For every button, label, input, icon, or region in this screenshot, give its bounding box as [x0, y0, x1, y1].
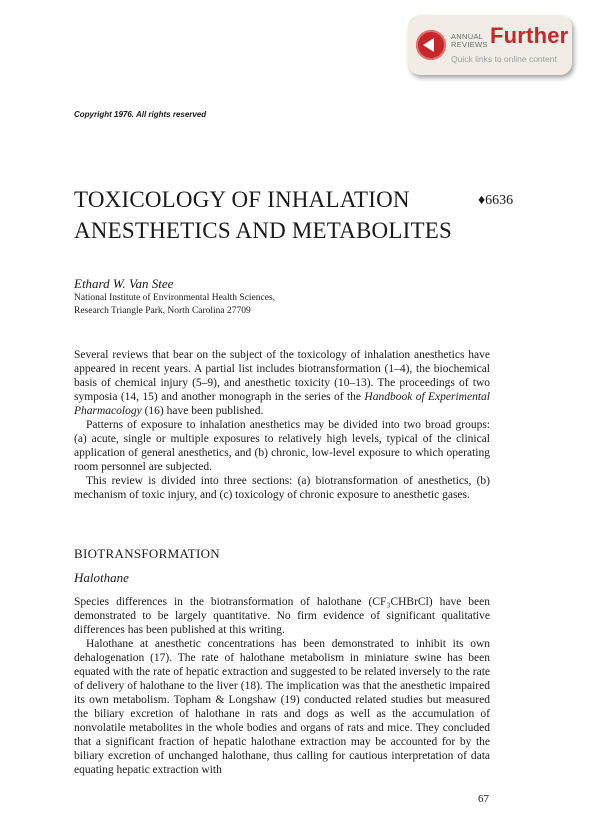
further-label: Further: [490, 23, 569, 48]
intro-paragraph-2: Patterns of exposure to inhalation anesthetics may be divided into two broad groups: (a) acute, single or multiple exposures to relatively high levels, typical of the clinical application of general anesthetics, and (b) chronic, low-level exposure to which operating room personnel are subjected.: [74, 419, 490, 473]
copyright-notice: Copyright 1976. All rights reserved: [74, 110, 207, 119]
author-name: Ethard W. Van Stee: [74, 276, 174, 291]
intro-paragraph-1: [74, 348, 490, 418]
intro-p1-text-b: (16) have been published.: [141, 405, 264, 417]
back-arrow-icon: [416, 30, 446, 60]
reviews-label: REVIEWS: [451, 40, 488, 49]
intro-paragraph-3: This review is divided into three sections: (a) biotransformation of anesthetics, (b) mechanism of toxic injury, and (c) toxicology of chronic exposure to anesthetic gases.: [74, 475, 490, 501]
intro-p1-text-a: Several reviews that bear on the subject of the toxicology of inhalation anesthetics have appeared in recent years. A partial list includes biotransformation (1–4), the biochemical basis of chemical injury (5–9), and anesthetic toxicity (10–13). The proceedings of two symposia (14, 15) and another monograph in the series of the: [74, 349, 490, 403]
affiliation-line-1: National Institute of Environmental Health Sciences,: [74, 293, 276, 303]
subsection-heading: Halothane: [74, 570, 129, 585]
further-tagline: Quick links to online content: [451, 54, 557, 64]
article-code: ♦6636: [478, 193, 514, 208]
title-line-2: ANESTHETICS AND METABOLITES: [74, 218, 452, 243]
author-affiliation: [74, 292, 275, 318]
title-line-1: TOXICOLOGY OF INHALATION: [74, 187, 410, 212]
affiliation-line-2: Research Triangle Park, North Carolina 27709: [74, 306, 251, 316]
intro-section: [74, 348, 490, 502]
annual-reviews-logo: [451, 33, 488, 49]
halothane-paragraph-1: Species differences in the biotransformation of halothane (CF₃CHBrCl) have been demonstrated to be largely quantitative. No firm evidence of significant qualitative differences has been published at this writing.: [74, 596, 490, 636]
page-number: 67: [478, 793, 489, 805]
annual-label: ANNUAL: [451, 32, 484, 41]
halothane-section: [74, 595, 490, 777]
further-badge[interactable]: [408, 15, 572, 75]
section-heading: BIOTRANSFORMATION: [74, 546, 220, 561]
article-title: [74, 184, 494, 246]
halothane-paragraph-2: Halothane at anesthetic concentrations has been demonstrated to inhibit its own dehalogenation (17). The rate of halothane metabolism in miniature swine has been equated with the rate of hepatic extraction and suggested to be related inversely to the rate of delivery of halothane to the liver (18). The implication was that the anesthetic impaired its own metabolism. Topham & Longshaw (19) conducted related studies but measured the biliary excretion of halothane in rats and dogs as well as the accumulation of nonvolatile metabolites in the whole bodies and organs of rats and mice. They concluded that a significant fraction of hepatic halothane extraction may be accounted for by the biliary excretion of unchanged halothane, thus calling for cautious interpretation of data equating hepatic extraction with: [74, 638, 490, 776]
intro-p1-handbook-title: Handbook of Experimental Pharmacology: [74, 391, 490, 417]
